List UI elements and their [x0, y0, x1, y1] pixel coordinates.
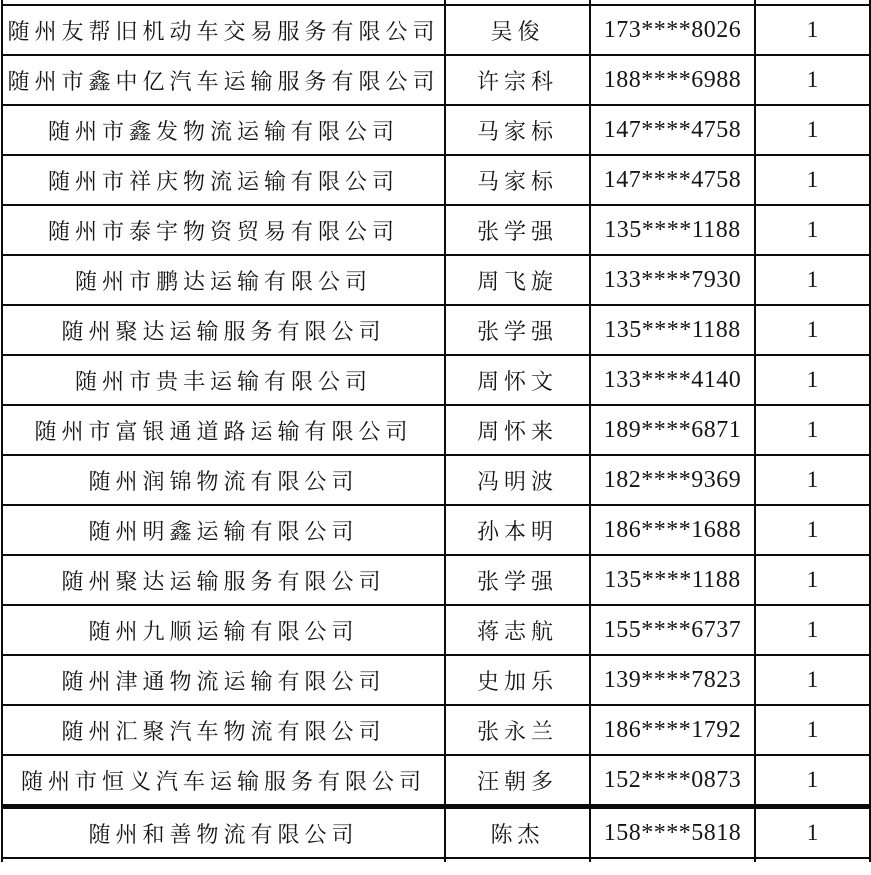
masked-phone-cell: 188****6988: [590, 55, 755, 105]
masked-phone-cell: 152****0873: [590, 755, 755, 807]
count-cell: 1: [755, 355, 870, 405]
masked-phone-cell: 147****4758: [590, 105, 755, 155]
company-name-cell: 随州润锦物流有限公司: [2, 455, 445, 505]
count-cell: 1: [755, 5, 870, 55]
masked-phone-cell: 189****6871: [590, 405, 755, 455]
table-row: [2, 405, 870, 455]
count-cell: 1: [755, 555, 870, 605]
contact-name-cell: 孙本明: [445, 505, 590, 555]
count-cell: 1: [755, 205, 870, 255]
table-row: [2, 807, 870, 859]
count-cell: 1: [755, 755, 870, 807]
contact-name-cell: 周飞旋: [445, 255, 590, 305]
partial-cell: [2, 858, 445, 862]
count-cell: 1: [755, 505, 870, 555]
table-row: [2, 355, 870, 405]
contact-name-cell: 陈杰: [445, 807, 590, 859]
partial-cell: [590, 858, 755, 862]
contact-name-cell: 周怀来: [445, 405, 590, 455]
masked-phone-cell: 155****6737: [590, 605, 755, 655]
masked-phone-cell: 133****7930: [590, 255, 755, 305]
company-name-cell: 随州和善物流有限公司: [2, 807, 445, 859]
count-cell: 1: [755, 305, 870, 355]
count-cell: 1: [755, 405, 870, 455]
contact-name-cell: 周怀文: [445, 355, 590, 405]
masked-phone-cell: 182****9369: [590, 455, 755, 505]
masked-phone-cell: 133****4140: [590, 355, 755, 405]
masked-phone-cell: 135****1188: [590, 305, 755, 355]
company-name-cell: 随州友帮旧机动车交易服务有限公司: [2, 5, 445, 55]
partial-cell: [755, 858, 870, 862]
contact-name-cell: 张永兰: [445, 705, 590, 755]
contact-name-cell: 冯明波: [445, 455, 590, 505]
count-cell: 1: [755, 655, 870, 705]
masked-phone-cell: 135****1188: [590, 555, 755, 605]
company-name-cell: 随州市恒义汽车运输服务有限公司: [2, 755, 445, 807]
company-name-cell: 随州市鑫发物流运输有限公司: [2, 105, 445, 155]
masked-phone-cell: 186****1792: [590, 705, 755, 755]
company-name-cell: 随州市富银通道路运输有限公司: [2, 405, 445, 455]
company-name-cell: 随州市泰宇物资贸易有限公司: [2, 205, 445, 255]
table-row: [2, 755, 870, 807]
company-name-cell: 随州市贵丰运输有限公司: [2, 355, 445, 405]
masked-phone-cell: 147****4758: [590, 155, 755, 205]
partial-row-bottom: [2, 858, 870, 862]
contact-name-cell: 马家标: [445, 105, 590, 155]
table-row: [2, 5, 870, 55]
table-row: [2, 155, 870, 205]
contact-name-cell: 蒋志航: [445, 605, 590, 655]
masked-phone-cell: 173****8026: [590, 5, 755, 55]
contact-name-cell: 张学强: [445, 205, 590, 255]
company-name-cell: 随州汇聚汽车物流有限公司: [2, 705, 445, 755]
contact-name-cell: 马家标: [445, 155, 590, 205]
company-name-cell: 随州明鑫运输有限公司: [2, 505, 445, 555]
count-cell: 1: [755, 705, 870, 755]
contact-name-cell: 张学强: [445, 305, 590, 355]
count-cell: 1: [755, 605, 870, 655]
table-body: [2, 5, 870, 858]
table-row: [2, 555, 870, 605]
masked-phone-cell: 139****7823: [590, 655, 755, 705]
table-row: [2, 605, 870, 655]
count-cell: 1: [755, 155, 870, 205]
table-row: [2, 55, 870, 105]
count-cell: 1: [755, 55, 870, 105]
company-name-cell: 随州津通物流运输有限公司: [2, 655, 445, 705]
partial-cell: [445, 858, 590, 862]
table-row: [2, 455, 870, 505]
masked-phone-cell: 135****1188: [590, 205, 755, 255]
table-row: [2, 255, 870, 305]
contact-name-cell: 许宗科: [445, 55, 590, 105]
company-name-cell: 随州市鑫中亿汽车运输服务有限公司: [2, 55, 445, 105]
table-row: [2, 105, 870, 155]
count-cell: 1: [755, 455, 870, 505]
masked-phone-cell: 186****1688: [590, 505, 755, 555]
contact-name-cell: 汪朝多: [445, 755, 590, 807]
company-name-cell: 随州市祥庆物流运输有限公司: [2, 155, 445, 205]
contact-name-cell: 张学强: [445, 555, 590, 605]
count-cell: 1: [755, 255, 870, 305]
company-name-cell: 随州聚达运输服务有限公司: [2, 555, 445, 605]
count-cell: 1: [755, 807, 870, 859]
table-row: [2, 505, 870, 555]
company-name-cell: 随州九顺运输有限公司: [2, 605, 445, 655]
company-contact-table: [1, 0, 871, 862]
contact-name-cell: 史加乐: [445, 655, 590, 705]
table-row: [2, 705, 870, 755]
company-name-cell: 随州聚达运输服务有限公司: [2, 305, 445, 355]
company-name-cell: 随州市鹏达运输有限公司: [2, 255, 445, 305]
table-row: [2, 305, 870, 355]
table-row: [2, 655, 870, 705]
count-cell: 1: [755, 105, 870, 155]
table-row: [2, 205, 870, 255]
masked-phone-cell: 158****5818: [590, 807, 755, 859]
contact-name-cell: 吴俊: [445, 5, 590, 55]
